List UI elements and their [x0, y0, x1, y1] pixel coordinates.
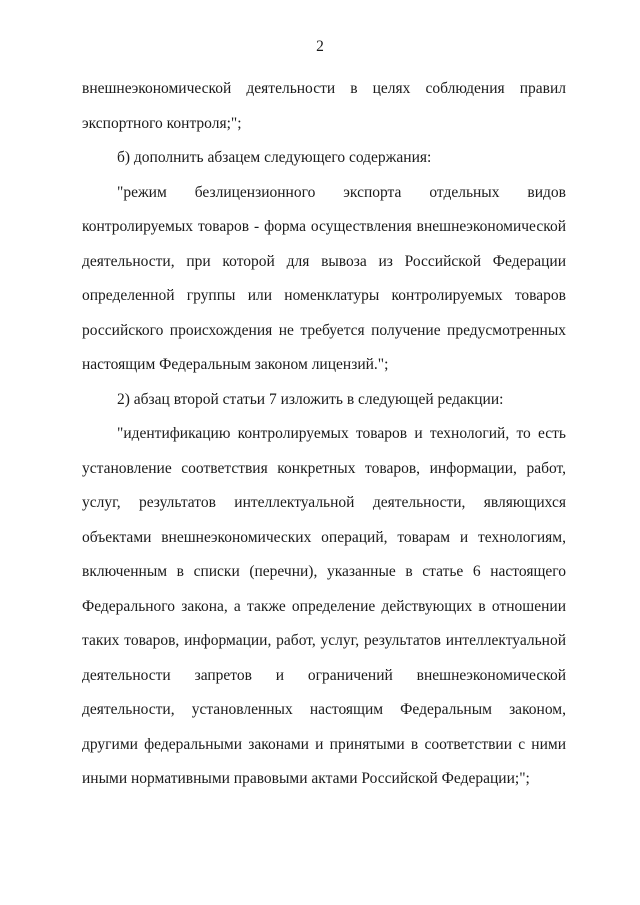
- document-body: [82, 72, 566, 797]
- paragraph-amendment-b: б) дополнить абзацем следующего содержания:: [117, 149, 432, 166]
- paragraph-continuation: внешнеэкономической деятельности в целях соблюдения правил экспортного контроля;";: [82, 80, 566, 132]
- page-number: 2: [316, 38, 324, 55]
- paragraph-license-free-export-definition: "режим безлицензионного экспорта отдельных видов контролируемых товаров - форма осуществления внешнеэкономической деятельности, при которой для вывоза из Российской Федерации определенной группы или номенклатуры контролируемых товаров российского происхождения не требуется получение предусмотренных настоящим Федеральным законом лицензий.";: [82, 183, 566, 373]
- paragraph-amendment-2: 2) абзац второй статьи 7 изложить в следующей редакции:: [117, 390, 504, 408]
- paragraph-identification-definition: "идентификацию контролируемых товаров и технологий, то есть установление соответствия конкретных товаров, информации, работ, услуг, результатов интеллектуальной деятельности, являющихся объектами внешнеэкономических операций, товарам и технологиям, включенным в списки (перечни), указанные в статье 6 настоящего Федерального закона, а также определение действующих в отношении таких товаров, информации, работ, услуг, результатов интеллектуальной деятельности запретов и ограничений внешнеэкономической деятельности, установленных настоящим Федеральным законом, другими федеральными законами и принятыми в соответствии с ними иными нормативными правовыми актами Российской Федерации;";: [82, 425, 566, 787]
